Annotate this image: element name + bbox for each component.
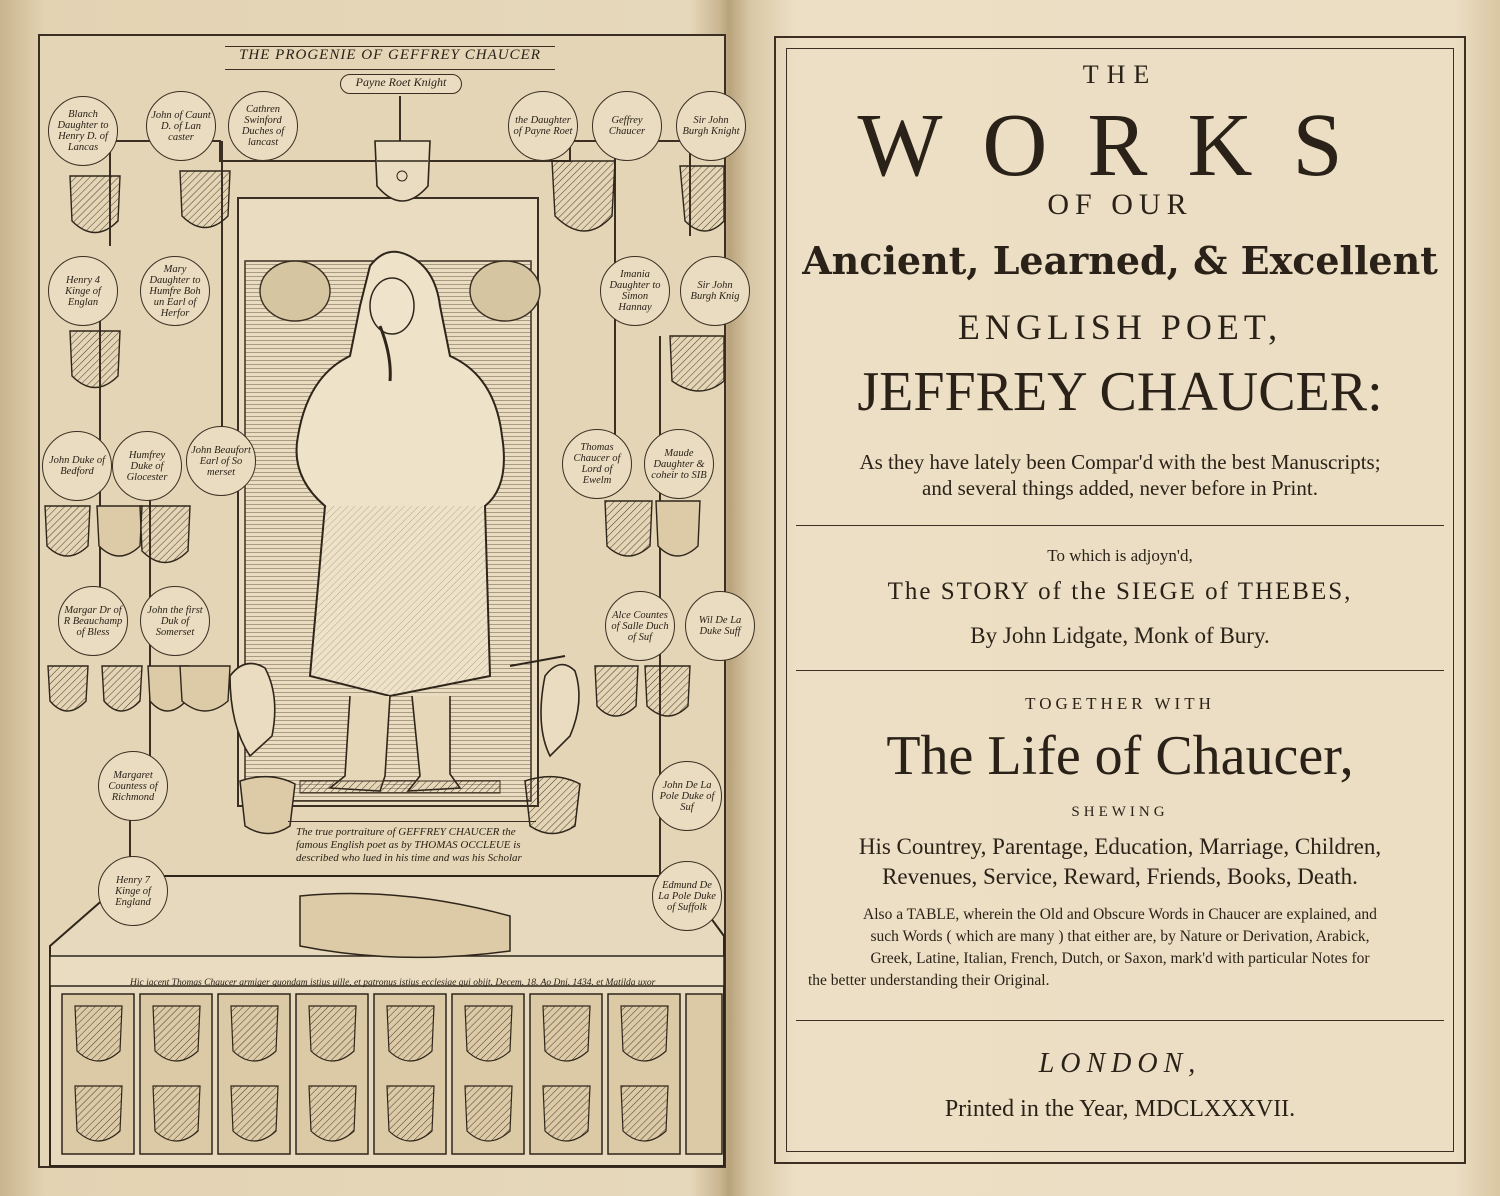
title-the: THE <box>1082 60 1158 89</box>
medallion-cathren-swinford: Cathren Swinford Duches of lancast <box>228 91 298 161</box>
medallion-william-de-la-pole: Wil De La Duke Suff <box>685 591 755 661</box>
frontispiece-plate <box>38 34 742 1168</box>
siege-of-thebes-line: The STORY of the SIEGE of THEBES, <box>887 578 1353 605</box>
medallion-john-somerset: John the first Duk of Somerset <box>140 586 210 656</box>
medallion-thomas-chaucer: Thomas Chaucer of Lord of Ewelm <box>562 429 632 499</box>
medallion-john-de-la-pole: John De La Pole Duke of Suf <box>652 761 722 831</box>
plate-title: THE PROGENIE OF GEFFREY CHAUCER <box>225 46 555 70</box>
medallion-alce: Alce Countes of Salle Duch of Suf <box>605 591 675 661</box>
lidgate-line: By John Lidgate, Monk of Bury. <box>970 623 1270 648</box>
table-line-4: the better understanding their Original. <box>808 972 1050 989</box>
compared-line-1: As they have lately been Compar'd with the best Manuscripts; <box>859 450 1381 474</box>
table-line-2: such Words ( which are many ) that either are, by Nature or Derivation, Arabick, <box>870 928 1370 945</box>
title-jeffrey-chaucer: JEFFREY CHAUCER: <box>857 361 1383 423</box>
payne-roet-label: Payne Roet Knight <box>340 74 462 94</box>
medallion-edmund-de-la-pole: Edmund De La Pole Duke of Suffolk <box>652 861 722 931</box>
table-line-3: Greek, Latine, Italian, French, Dutch, or Saxon, mark'd with particular Notes for <box>870 950 1370 967</box>
compared-line-2: and several things added, never before in Print. <box>922 476 1318 500</box>
title-ancient-learned-excellent: Ancient, Learned, & Excellent <box>802 238 1438 283</box>
divider-3 <box>796 1020 1444 1021</box>
divider-2 <box>796 670 1444 671</box>
divider-1 <box>796 525 1444 526</box>
medallion-imania: Imania Daughter to Simon Hannay <box>600 256 670 326</box>
life-details-line-2: Revenues, Service, Reward, Friends, Books, Death. <box>882 864 1358 889</box>
medallion-john-bedford: John Duke of Bedford <box>42 431 112 501</box>
title-works: WORKS <box>857 96 1383 195</box>
medallion-blanch: Blanch Daughter to Henry D. of Lancas <box>48 96 118 166</box>
medallion-john-of-gaunt: John of Caunt D. of Lan caster <box>146 91 216 161</box>
medallion-john-burgh-2: Sir John Burgh Knig <box>680 256 750 326</box>
adjoynd-line: To which is adjoyn'd, <box>1047 546 1193 565</box>
life-of-chaucer-title: The Life of Chaucer, <box>886 725 1354 787</box>
medallion-humfrey-glocester: Humfrey Duke of Glocester <box>112 431 182 501</box>
medallion-henry-iv: Henry 4 Kinge of Englan <box>48 256 118 326</box>
life-details-line-1: His Countrey, Parentage, Education, Marriage, Children, <box>858 834 1382 859</box>
portrait-caption: The true portraiture of GEFFREY CHAUCER the famous English poet as by THOMAS OCCLEUE is described who lued in his time and was his Scholar <box>288 821 536 883</box>
medallion-john-burgh: Sir John Burgh Knight <box>676 91 746 161</box>
table-line-1: Also a TABLE, wherein the Old and Obscure Words in Chaucer are explained, and <box>863 906 1377 923</box>
shewing: SHEWING <box>1071 804 1169 820</box>
medallion-margaret-beauchamp: Margar Dr of R Beauchamp of Bless <box>58 586 128 656</box>
tomb-inscription: Hic iacent Thomas Chaucer armiger quondam istius uille, et patronus istius ecclesiae qui obijt. Decem. 18. Ao Dni. 1434. et Matilda uxor <box>130 978 656 988</box>
title-english-poet: ENGLISH POET, <box>957 307 1283 347</box>
medallion-mary-bohun: Mary Daughter to Humfre Boh un Earl of Herfor <box>140 256 210 326</box>
together-with: TOGETHER WITH <box>1025 694 1215 713</box>
medallion-john-beaufort: John Beaufort Earl of So merset <box>186 426 256 496</box>
title-of-our: OF OUR <box>1047 188 1193 221</box>
medallion-geffrey-chaucer: Geffrey Chaucer <box>592 91 662 161</box>
title-page-frame <box>774 36 1466 1164</box>
imprint-year: Printed in the Year, MDCLXXXVII. <box>944 1096 1296 1122</box>
medallion-maude: Maude Daughter & coheir to SIB <box>644 429 714 499</box>
imprint-london: LONDON, <box>1038 1048 1202 1079</box>
medallion-margaret-richmond: Margaret Countess of Richmond <box>98 751 168 821</box>
medallion-henry-vii: Henry 7 Kinge of England <box>98 856 168 926</box>
medallion-daughter-payne-roet: the Daughter of Payne Roet <box>508 91 578 161</box>
